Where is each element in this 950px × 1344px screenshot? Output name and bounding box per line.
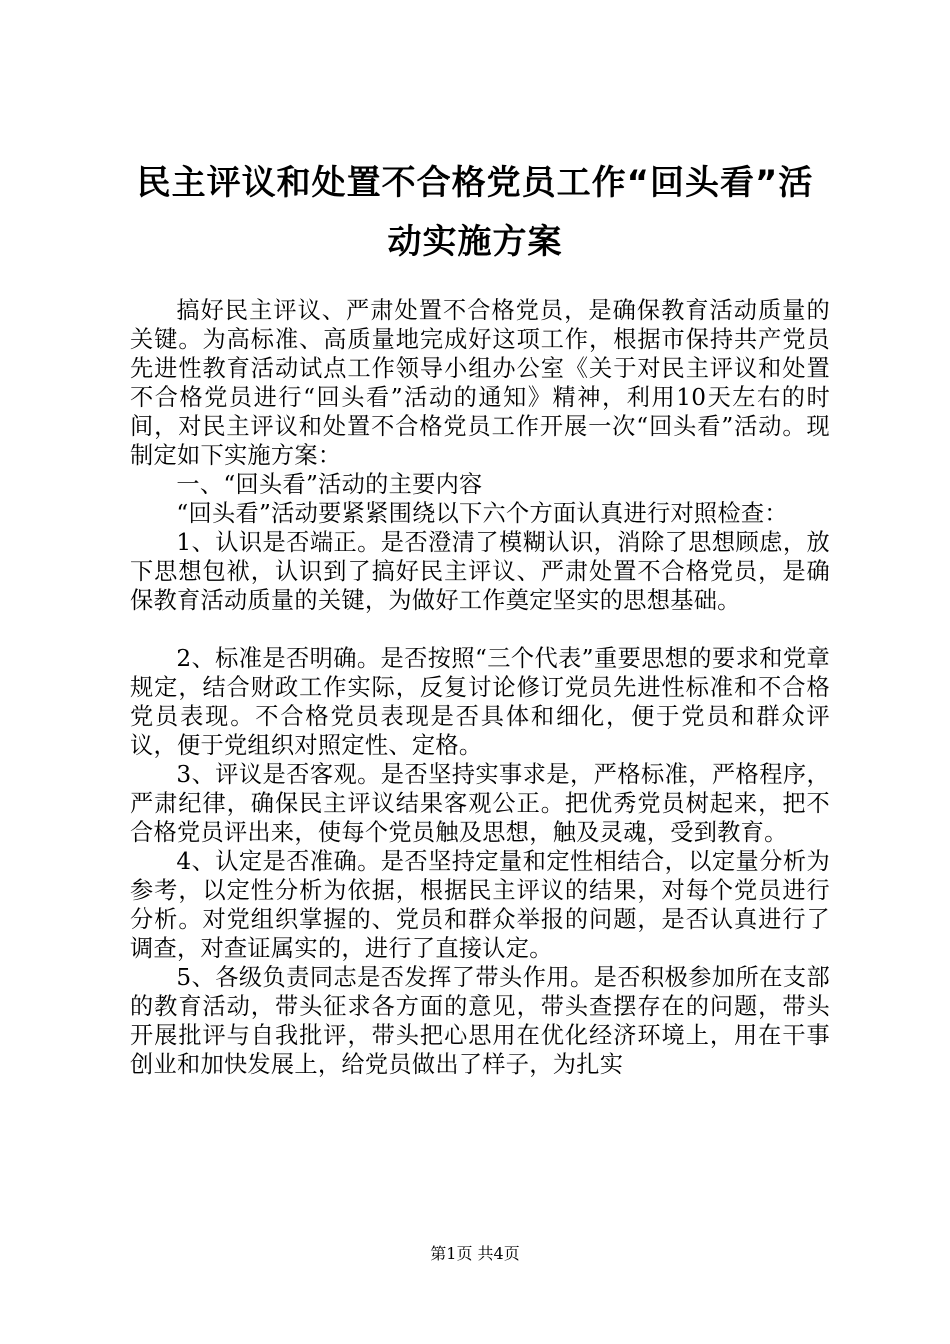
document-title-line-2: 动实施方案 bbox=[387, 222, 563, 262]
paragraph-intro: 搞好民主评议、严肃处置不合格党员，是确保教育活动质量的关键。为高标准、高质量地完成好这项工作，根据市保持共产党员先进性教育活动试点工作领导小组办公室《关于对民主评议和处置不合格党员进行“回头看”活动的通知》精神，利用10天左右的时间，对民主评议和处置不合格党员工作开展一次“回头看”活动。现制定如下实施方案： bbox=[130, 297, 830, 469]
paragraph-item-2: 2、标准是否明确。是否按照“三个代表”重要思想的要求和党章规定，结合财政工作实际，反复讨论修订党员先进性标准和不合格党员表现。不合格党员表现是否具体和细化，便于党员和群众评议，便于党组织对照定性、定格。 bbox=[130, 645, 830, 759]
paragraph-item-4: 4、认定是否准确。是否坚持定量和定性相结合，以定量分析为参考，以定性分析为依据，根据民主评议的结果，对每个党员进行分析。对党组织掌握的、党员和群众举报的问题，是否认真进行了调查，对查证属实的，进行了直接认定。 bbox=[130, 848, 830, 962]
paragraph-item-3: 3、评议是否客观。是否坚持实事求是，严格标准，严格程序，严肃纪律，确保民主评议结果客观公正。把优秀党员树起来，把不合格党员评出来，使每个党员触及思想，触及灵魂，受到教育。 bbox=[130, 761, 830, 846]
document-title-line-1: 民主评议和处置不合格党员工作“回头看”活 bbox=[136, 163, 814, 203]
page-footer: 第1页 共4页 bbox=[430, 1244, 520, 1263]
document-body bbox=[130, 296, 830, 1079]
paragraph-item-5: 5、各级负责同志是否发挥了带头作用。是否积极参加所在支部的教育活动，带头征求各方面的意见，带头查摆存在的问题，带头开展批评与自我批评，带头把心思用在优化经济环境上，用在干事创业和加快发展上，给党员做出了样子，为扎实 bbox=[130, 964, 830, 1078]
paragraph-item-1: 1、认识是否端正。是否澄清了模糊认识，消除了思想顾虑，放下思想包袱，认识到了搞好民主评议、严肃处置不合格党员，是确保教育活动质量的关键，为做好工作奠定坚实的思想基础。 bbox=[130, 529, 830, 614]
paragraph-section-intro: “回头看”活动要紧紧围绕以下六个方面认真进行对照检查： bbox=[176, 500, 788, 527]
section-heading-1: 一、“回头看”活动的主要内容 bbox=[176, 471, 483, 498]
